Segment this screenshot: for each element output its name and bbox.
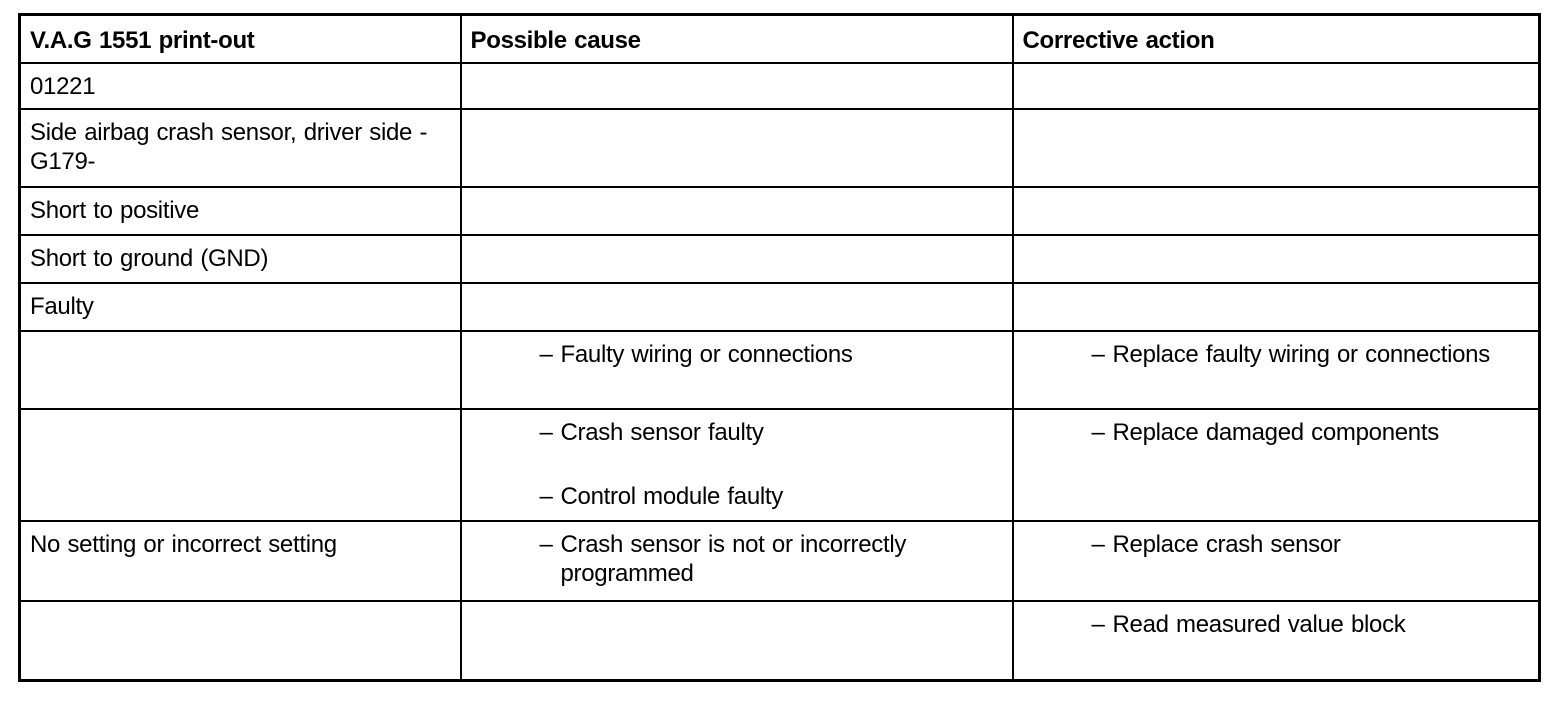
table-header-row: [20, 15, 1540, 63]
cause-item: [471, 482, 1004, 511]
table-row: [20, 283, 1540, 331]
table-row: [20, 63, 1540, 109]
cause-item: [471, 418, 1004, 447]
action-item: [1023, 340, 1531, 369]
action-text: Read measured value block: [1112, 610, 1406, 638]
action-cell: [1013, 521, 1540, 601]
printout-cell: Short to ground (GND): [20, 235, 461, 283]
printout-cell: [20, 409, 461, 521]
dash-bullet: –: [1091, 340, 1105, 368]
action-item: [1023, 530, 1531, 559]
dash-bullet: –: [1091, 610, 1105, 638]
dash-bullet: –: [539, 340, 553, 368]
cause-cell: [461, 109, 1013, 187]
table-row: [20, 601, 1540, 681]
cause-cell: [461, 235, 1013, 283]
printout-cell: [20, 331, 461, 409]
action-cell: [1013, 187, 1540, 235]
action-cell: [1013, 601, 1540, 681]
printout-cell: [20, 601, 461, 681]
table-row: [20, 109, 1540, 187]
cause-cell: [461, 521, 1013, 601]
cause-item: [471, 530, 1004, 588]
cause-cell: [461, 601, 1013, 681]
dash-bullet: –: [539, 418, 553, 446]
printout-cell: 01221: [20, 63, 461, 109]
cause-item: [471, 340, 1004, 369]
printout-cell: No setting or incorrect setting: [20, 521, 461, 601]
cause-cell: [461, 283, 1013, 331]
action-cell: [1013, 283, 1540, 331]
printout-cell: Side airbag crash sensor, driver side -G179-: [20, 109, 461, 187]
table-row: [20, 409, 1540, 521]
action-item: [1023, 418, 1531, 447]
action-cell: [1013, 63, 1540, 109]
cause-cell: [461, 331, 1013, 409]
dash-bullet: –: [1091, 418, 1105, 446]
cause-cell: [461, 63, 1013, 109]
table-row: [20, 235, 1540, 283]
cause-text: Faulty wiring or connections: [560, 340, 853, 368]
printout-cell: Faulty: [20, 283, 461, 331]
action-text: Replace damaged components: [1112, 418, 1439, 446]
cause-cell: [461, 409, 1013, 521]
table-row: [20, 331, 1540, 409]
header-possible-cause: Possible cause: [461, 15, 1013, 63]
header-printout: V.A.G 1551 print-out: [20, 15, 461, 63]
dash-bullet: –: [1091, 530, 1105, 558]
cause-text: Crash sensor is not or incorrectly programmed: [560, 530, 907, 587]
fault-table: [18, 13, 1541, 682]
action-item: [1023, 610, 1531, 639]
table-row: [20, 187, 1540, 235]
action-cell: [1013, 409, 1540, 521]
action-cell: [1013, 109, 1540, 187]
dash-bullet: –: [539, 530, 553, 558]
action-text: Replace faulty wiring or connections: [1112, 340, 1490, 368]
dash-bullet: –: [539, 482, 553, 510]
action-text: Replace crash sensor: [1112, 530, 1341, 558]
printout-cell: Short to positive: [20, 187, 461, 235]
header-corrective-action: Corrective action: [1013, 15, 1540, 63]
cause-text: Crash sensor faulty: [560, 418, 764, 446]
cause-text: Control module faulty: [560, 482, 783, 510]
action-cell: [1013, 331, 1540, 409]
table-row: [20, 521, 1540, 601]
cause-cell: [461, 187, 1013, 235]
action-cell: [1013, 235, 1540, 283]
